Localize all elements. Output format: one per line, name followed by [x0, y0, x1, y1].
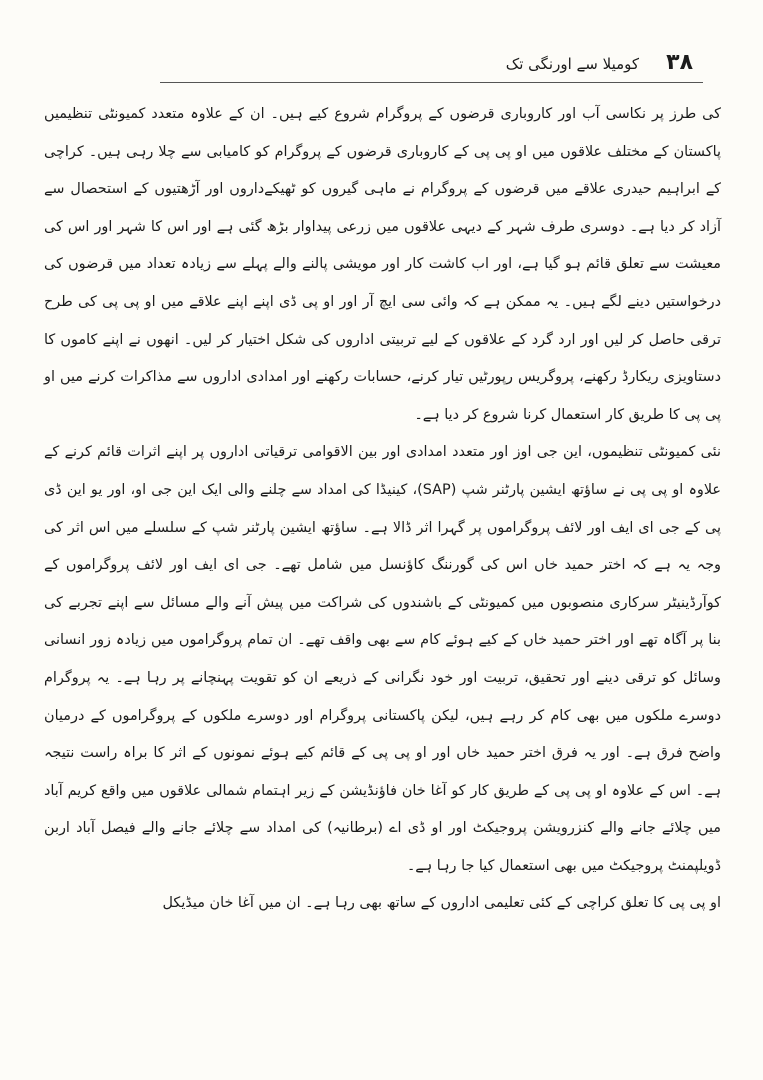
header-rule: [160, 82, 703, 83]
body-text: [44, 96, 721, 923]
page-number: ۳۸: [666, 50, 693, 75]
paragraph-2: نئی کمیونٹی تنظیموں، این جی اوز اور متعدد امدادی اور بین الاقوامی ترقیاتی اداروں پر اپنے اثرات قائم کرنے کے علاوہ او پی پی نے ساؤتھ ایشین پارٹنر شپ (SAP)، کینیڈا کی امداد سے چلنے والی ایک این جی او، اور یو این ڈی پی کے جی ای ایف اور لائف پروگراموں پر گہرا اثر ڈالا ہے۔ ساؤتھ ایشین پارٹنر شپ کے سلسلے میں اس اثر کی وجہ یہ ہے کہ اختر حمید خاں اس کی گورننگ کاؤنسل میں شامل تھے۔ جی ای ایف اور لائف پروگراموں کے کوآرڈینیٹر سرکاری منصوبوں میں کمیونٹی کے باشندوں کی شراکت میں پیش آنے والے مسائل سے اپنے تجربے کی بنا پر آگاہ تھے اور اختر حمید خاں کے کیے ہوئے کام سے بھی واقف تھے۔ ان تمام پروگراموں میں زیادہ زور انسانی وسائل کو ترقی دینے اور تحقیق، تربیت اور خود نگرانی کے ذریعے ان کو تقویت پہنچانے پر رہا ہے۔ یہ پروگرام دوسرے ملکوں میں بھی کام کر رہے ہیں، لیکن پاکستانی پروگرام اور دوسرے ملکوں کے پروگراموں کے درمیان واضح فرق ہے۔ اور یہ فرق اختر حمید خاں اور او پی پی کے قائم کیے ہوئے نمونوں کے اثر کا براہ راست نتیجہ ہے۔ اس کے علاوہ او پی پی کے طریق کار کو آغا خان فاؤنڈیشن کے زیر اہتمام شمالی علاقوں میں واقع کریم آباد میں چلائے جانے والے کنزرویشن پروجیکٹ اور او ڈی اے (برطانیہ) کی امداد سے چلائے جانے والے فیصل آباد اربن ڈویلپمنٹ پروجیکٹ میں بھی استعمال کیا جا رہا ہے۔: [44, 444, 721, 874]
header-line: [506, 50, 693, 75]
running-title: کومیلا سے اورنگی تک: [505, 55, 640, 73]
page-header: [0, 44, 763, 84]
paragraph-3: او پی پی کا تعلق کراچی کے کئی تعلیمی اداروں کے ساتھ بھی رہا ہے۔ ان میں آغا خان میڈیکل: [162, 895, 721, 912]
paragraph-1: کی طرز پر نکاسی آب اور کاروباری قرضوں کے پروگرام شروع کیے ہیں۔ ان کے علاوہ متعدد کمیونٹی تنظیمیں پاکستان کے مختلف علاقوں میں او پی پی کے کاروباری قرضوں کے پروگرام کو کامیابی سے چلا رہی ہیں۔ کراچی کے ابراہیم حیدری علاقے میں قرضوں کے پروگرام نے ماہی گیروں کو ٹھیکےداروں اور آڑھتیوں کے استحصال سے آزاد کر دیا ہے۔ دوسری طرف شہر کے دیہی علاقوں میں زرعی پیداوار بڑھ گئی ہے اور اس کا شہر اور اس کی معیشت سے تعلق قائم ہو گیا ہے، اور اب کاشت کار اور مویشی پالنے والے پہلے سے زیادہ تعداد میں قرضوں کی درخواستیں دینے لگے ہیں۔ یہ ممکن ہے کہ وائی سی ایچ آر اور او پی ڈی اپنے اپنے علاقے میں او پی پی کی طرح ترقی حاصل کر لیں اور ارد گرد کے علاقوں کے لیے تربیتی اداروں کی شکل اختیار کر لیں۔ انھوں نے اپنے کاموں کا دستاویزی ریکارڈ رکھنے، پروگریس رپورٹیں تیار کرنے، حسابات رکھنے اور امدادی اداروں سے مذاکرات کرنے میں او پی پی کا طریق کار استعمال کرنا شروع کر دیا ہے۔: [44, 106, 721, 423]
